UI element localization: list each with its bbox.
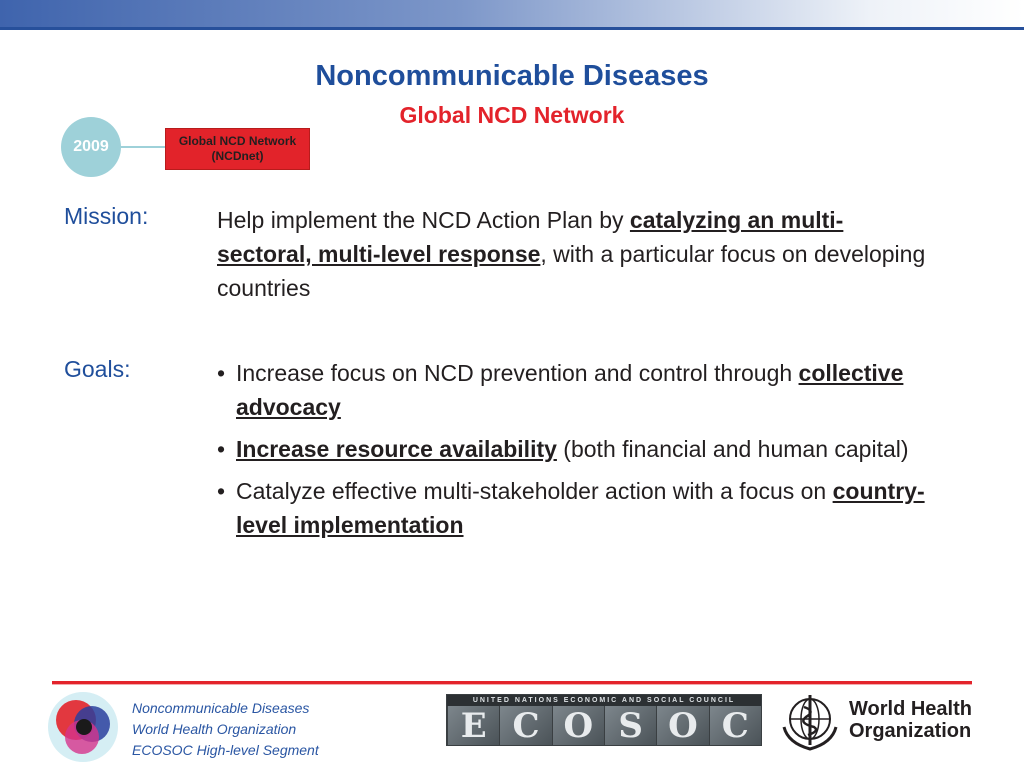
ncdnet-box-line1: Global NCD Network: [178, 134, 297, 148]
footer-line: Noncommunicable Diseases: [132, 700, 310, 716]
mission-text-before: Help implement the NCD Action Plan by: [217, 207, 630, 233]
goals-label: Goals:: [64, 356, 131, 382]
top-rule: [0, 27, 1024, 30]
goal-item: [217, 432, 947, 466]
footer-line: World Health Organization: [132, 721, 297, 737]
goal-text-after: (both financial and human capital): [556, 436, 909, 462]
ecosoc-letter: C: [709, 706, 761, 746]
goal-emphasis: collective advocacy: [236, 360, 904, 420]
ecosoc-banner: UNITED NATIONS ECONOMIC AND SOCIAL COUNCIL: [447, 695, 761, 706]
mission-label: Mission:: [64, 203, 149, 229]
ecosoc-letter: O: [656, 706, 708, 746]
mission-emphasis: catalyzing an multi-sectoral, multi-level response: [217, 207, 844, 267]
mission-text: [217, 203, 937, 305]
ncd-logo-icon: [46, 690, 120, 764]
goal-emphasis: Increase resource availability: [236, 436, 557, 462]
year-circle: 2009: [61, 117, 121, 177]
mission-text-after: , with a particular focus on developing countries: [217, 241, 926, 301]
ecosoc-letter: S: [604, 706, 656, 746]
goal-emphasis: country-level implementation: [236, 478, 925, 538]
who-line2: Organization: [849, 720, 972, 742]
ecosoc-letter: C: [499, 706, 551, 746]
ecosoc-letter: E: [447, 706, 499, 746]
ncdnet-box: [165, 128, 310, 170]
goals-list: [217, 356, 947, 550]
who-line1: World Health: [849, 698, 972, 720]
timeline-connector: [121, 146, 166, 148]
who-emblem-icon: [778, 689, 842, 753]
goal-text-before: Increase focus on NCD prevention and control through: [236, 360, 799, 386]
goal-text-before: Catalyze effective multi-stakeholder action with a focus on: [236, 478, 833, 504]
ncdnet-box-line2: (NCDnet): [211, 149, 264, 163]
slide-title: Noncommunicable Diseases: [315, 60, 709, 92]
ecosoc-logo: [446, 694, 762, 746]
who-logo-text: [849, 698, 972, 742]
footer-text: [132, 698, 319, 761]
footer-rule-shadow: [52, 684, 972, 685]
goal-item: [217, 474, 947, 542]
footer-line: ECOSOC High-level Segment: [132, 742, 319, 758]
slide-subtitle: Global NCD Network: [399, 102, 625, 128]
goal-item: [217, 356, 947, 424]
ecosoc-letters: [447, 706, 761, 746]
ecosoc-letter: O: [552, 706, 604, 746]
top-gradient-band: [0, 0, 1024, 30]
